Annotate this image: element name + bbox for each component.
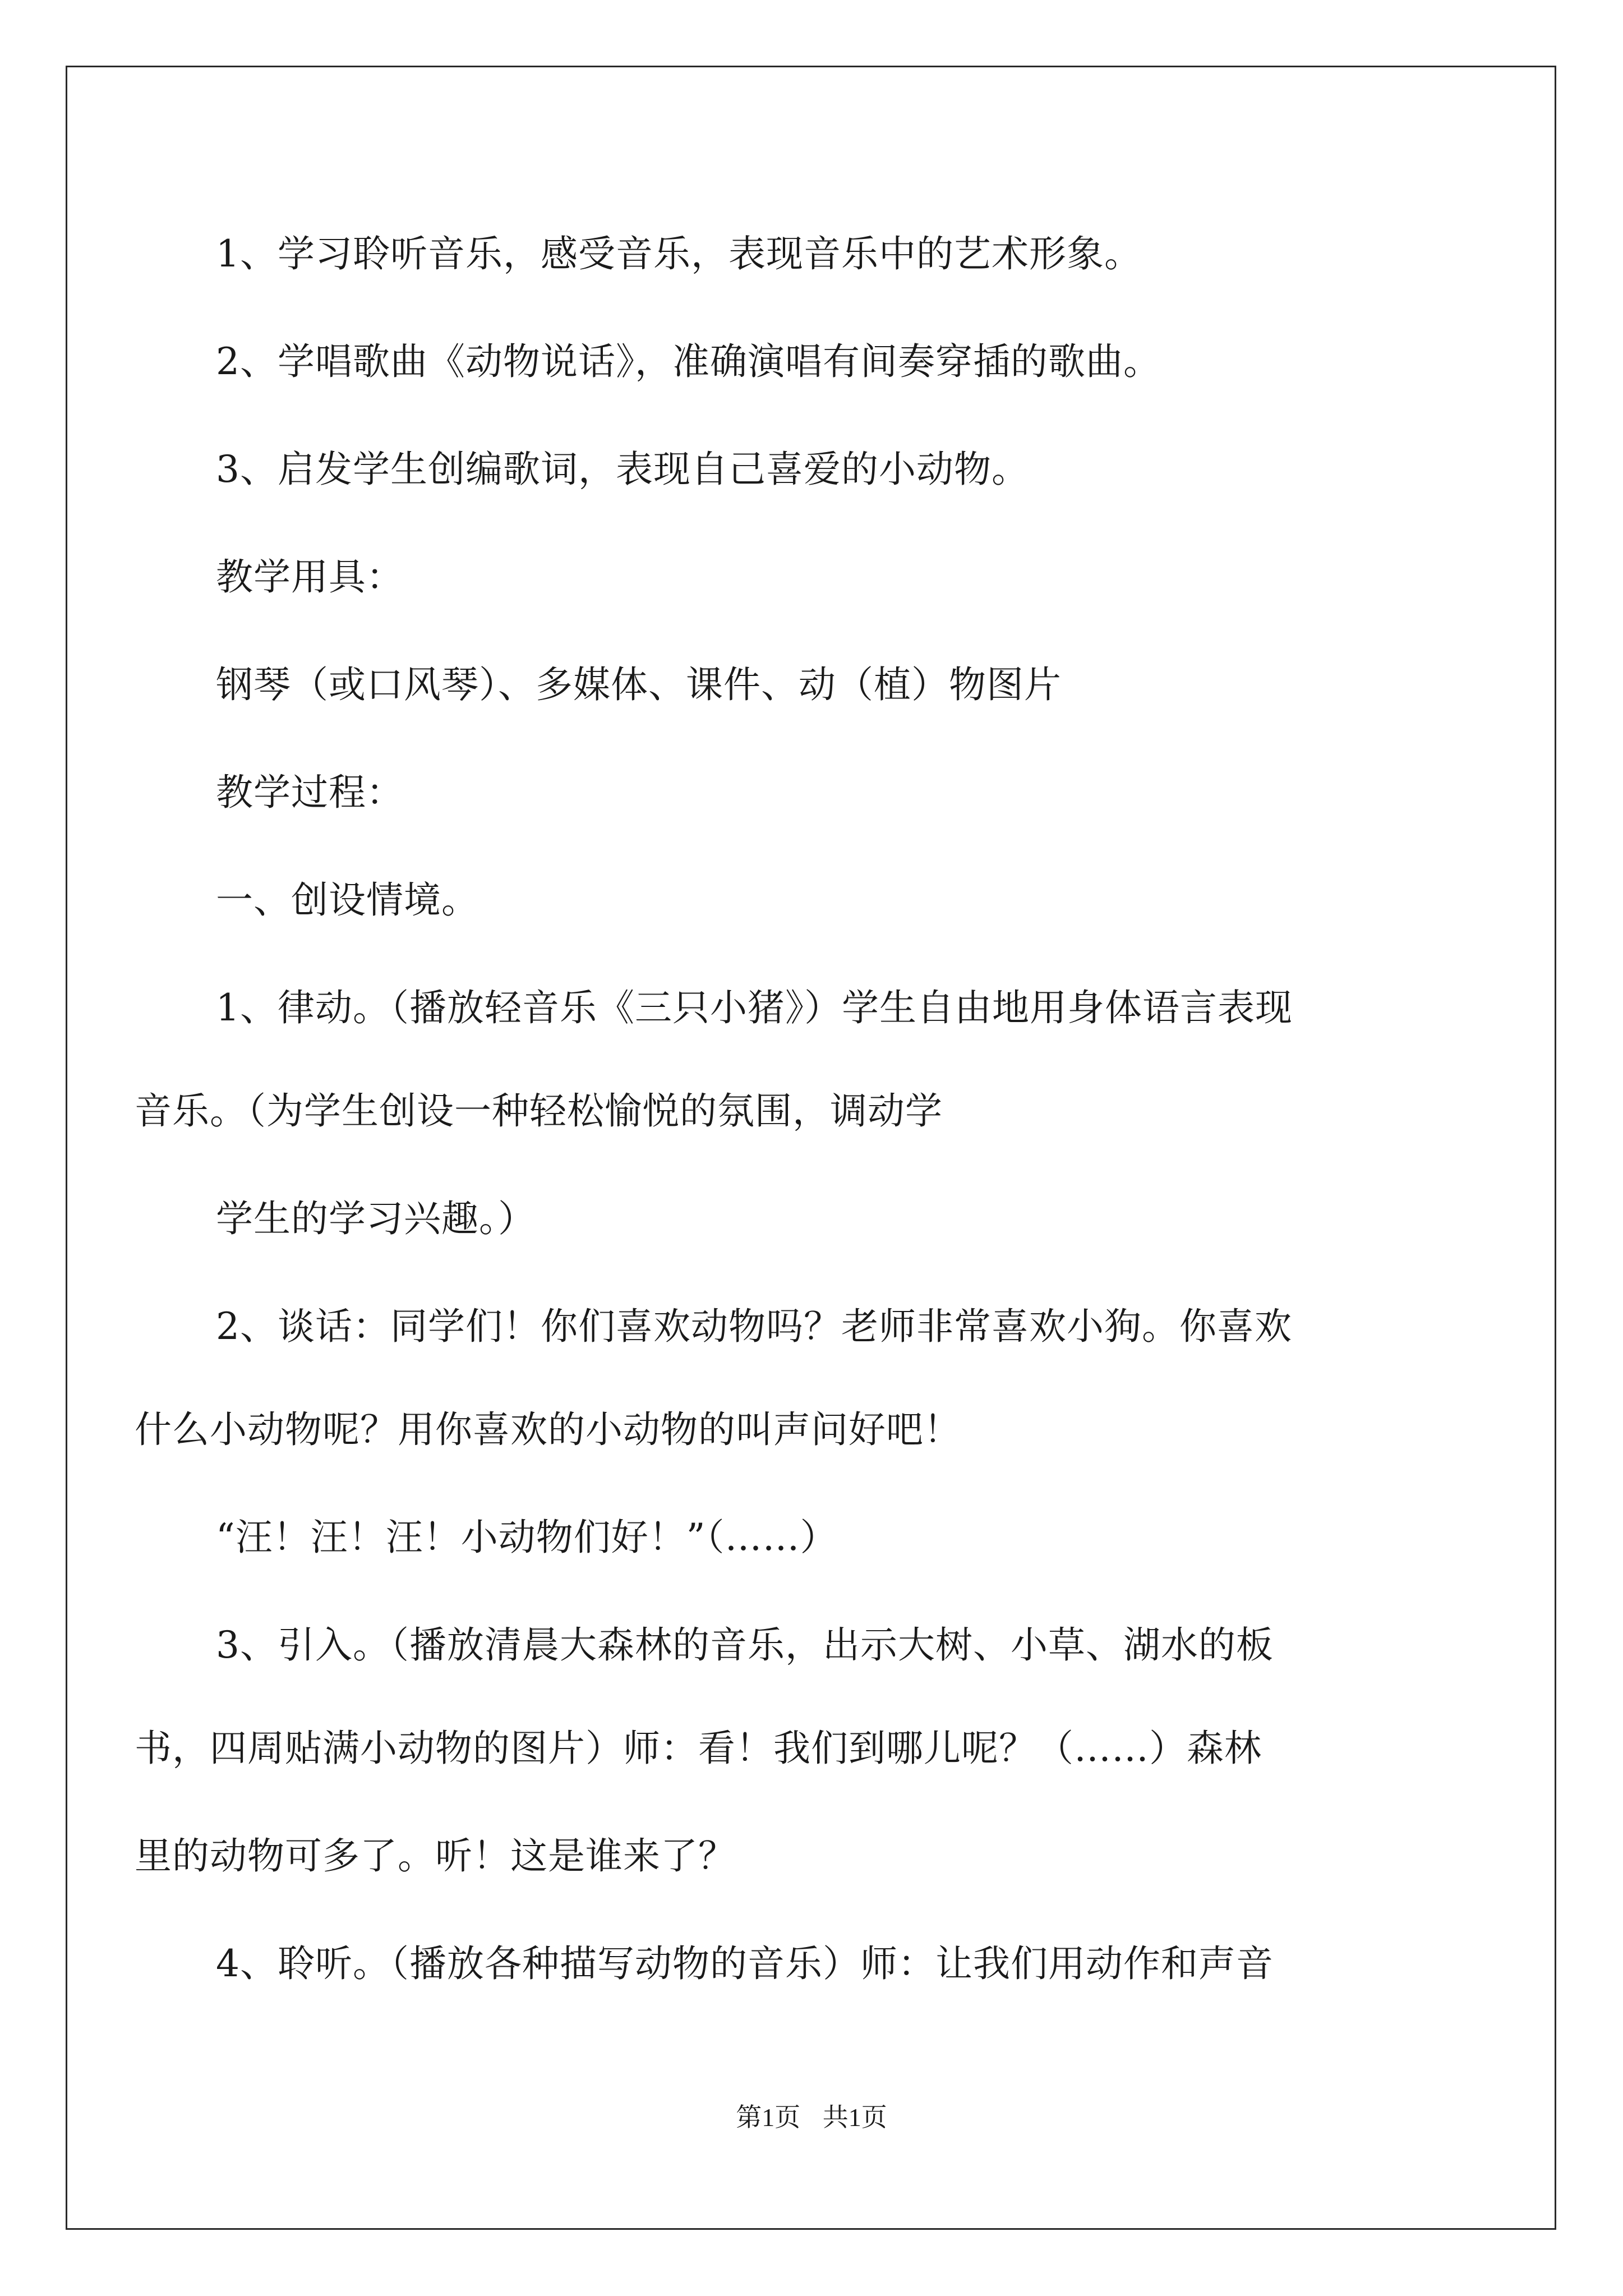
text-line: 学生的学习兴趣。） [216,1197,536,1240]
text-line: “汪！汪！汪！小动物们好！”（……） [216,1516,838,1559]
text-line: 教学过程： [216,771,404,814]
text-line: 钢琴（或口风琴）、多媒体、课件、动（植）物图片 [216,663,1062,706]
text-line: 4、聆听。（播放各种描写动物的音乐）师：让我们用动作和声音 [216,1942,1274,1985]
text-line: 什么小动物呢？用你喜欢的小动物的叫声问好吧！ [135,1408,961,1451]
text-line: 1、律动。（播放轻音乐《三只小猪》）学生自由地用身体语言表现 [216,986,1293,1029]
text-line: 2、谈话：同学们！你们喜欢动物吗？老师非常喜欢小狗。你喜欢 [216,1305,1292,1348]
page-total: 共1页 [822,2103,887,2132]
text-line: 2、学唱歌曲《动物说话》，准确演唱有间奏穿插的歌曲。 [216,340,1161,383]
text-line: 里的动物可多了。听！这是谁来了？ [135,1834,736,1878]
text-line: 3、启发学生创编歌词，表现自己喜爱的小动物。 [216,448,1029,491]
page-number: 第1页 [736,2103,801,2132]
text-line: 1、学习聆听音乐，感受音乐，表现音乐中的艺术形象。 [216,232,1142,275]
text-line: 3、引入。（播放清晨大森林的音乐，出示大树、小草、湖水的板 [216,1623,1274,1667]
text-line: 音乐。（为学生创设一种轻松愉悦的氛围，调动学 [135,1089,943,1133]
text-line: 书，四周贴满小动物的图片）师：看！我们到哪儿呢？（……）森林 [135,1727,1262,1770]
text-line: 教学用具： [216,555,404,599]
text-line: 一、创设情境。 [216,878,479,922]
page-footer [0,2105,1623,2131]
